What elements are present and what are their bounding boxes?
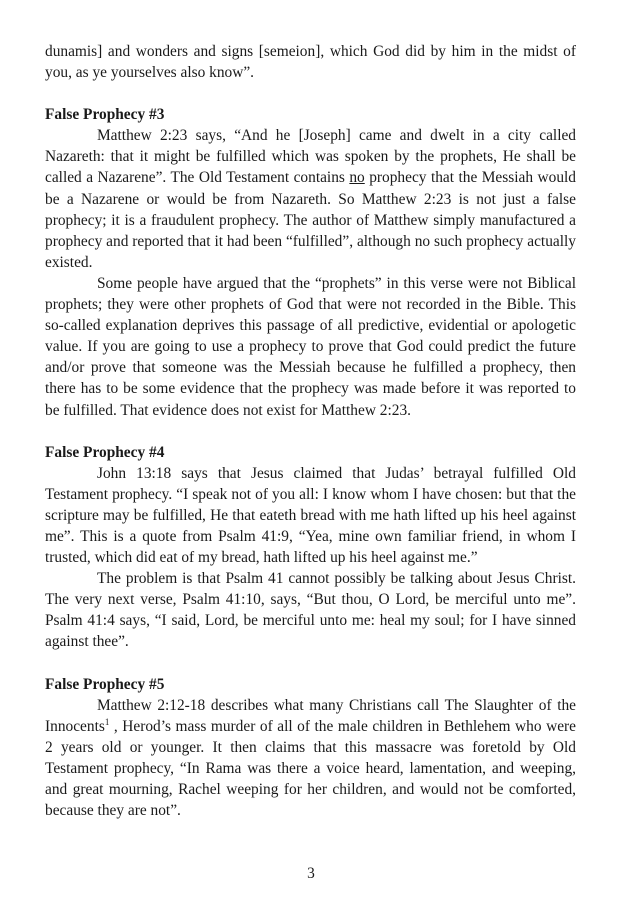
section-paragraph: [45, 695, 576, 822]
section-paragraph: The problem is that Psalm 41 cannot possibly be talking about Jesus Christ. The very next verse, Psalm 41:10, says, “But thou, O Lord, be merciful unto me”. Psalm 41:4 says, “I said, Lord, be merciful unto me: heal my soul; for I have sinned against thee”.: [45, 570, 576, 651]
footnote-marker[interactable]: 1: [104, 716, 110, 727]
intro-paragraph: dunamis] and wonders and signs [semeion], which God did by him in the midst of you, as ye yourselves also know”.: [45, 43, 576, 82]
section-spacer: [45, 653, 576, 674]
page-number: 3: [307, 865, 315, 882]
section-false-prophecy-3: [45, 104, 576, 420]
section-heading: False Prophecy #5: [45, 675, 165, 693]
section-spacer: [45, 83, 576, 104]
section-heading: False Prophecy #4: [45, 443, 165, 461]
section-paragraph: Some people have argued that the “prophets” in this verse were not Biblical prophets; they were other prophets of God that were not recorded in the Bible. This so-called explanation deprives this passage of all predictive, evidential or apologetic value. If you are going to use a prophecy to prove that God could predict the future and/or prove that someone was the Messiah because he fulfilled a prophecy, then there has to be some evidence that the prophecy was made before it was reported to be fulfilled. That evidence does not exist for Matthew 2:23.: [45, 274, 576, 419]
underlined-word: no: [349, 169, 365, 187]
page-body: [45, 41, 576, 821]
section-paragraph: [45, 125, 576, 273]
section-false-prophecy-5: [45, 674, 576, 822]
paragraph-text: , Herod’s mass murder of all of the male children in Bethlehem who were 2 years old or younger. It then claims that this massacre was foretold by Old Testament prophecy, “In Rama was there a voice heard, lamentation, and weeping, and great mourning, Rachel weeping for her children, and would not be comforted, because they are not”.: [45, 717, 576, 820]
section-paragraph: John 13:18 says that Jesus claimed that Judas’ betrayal fulfilled Old Testament prophecy. “I speak not of you all: I know whom I have chosen: but that the scripture may be fulfilled, He that eateth bread with me hath lifted up his heel against me”. This is a quote from Psalm 41:9, “Yea, mine own familiar friend, in whom I trusted, which did eat of my bread, hath lifted up his heel against me.”: [45, 464, 576, 567]
section-false-prophecy-4: [45, 442, 576, 653]
paragraph-text: Matthew 2:12-18 describes what many Christians call The Slaughter of the Innocents: [45, 696, 576, 735]
paragraph-text: prophecy that the Messiah would be a Nazarene or would be from Nazareth. So Matthew 2:23 is not just a false prophecy; it is a fraudulent prophecy. The author of Matthew simply manufactured a prophecy and reported that it had been “fulfilled”, although no such prophecy actually existed.: [45, 169, 576, 271]
paragraph-text: Matthew 2:23 says, “And he [Joseph] came and dwelt in a city called Nazareth: that it might be fulfilled which was spoken by the prophets, He shall be called a Nazarene”. The Old Testament contains: [45, 127, 576, 187]
section-heading: False Prophecy #3: [45, 106, 165, 124]
section-spacer: [45, 421, 576, 442]
